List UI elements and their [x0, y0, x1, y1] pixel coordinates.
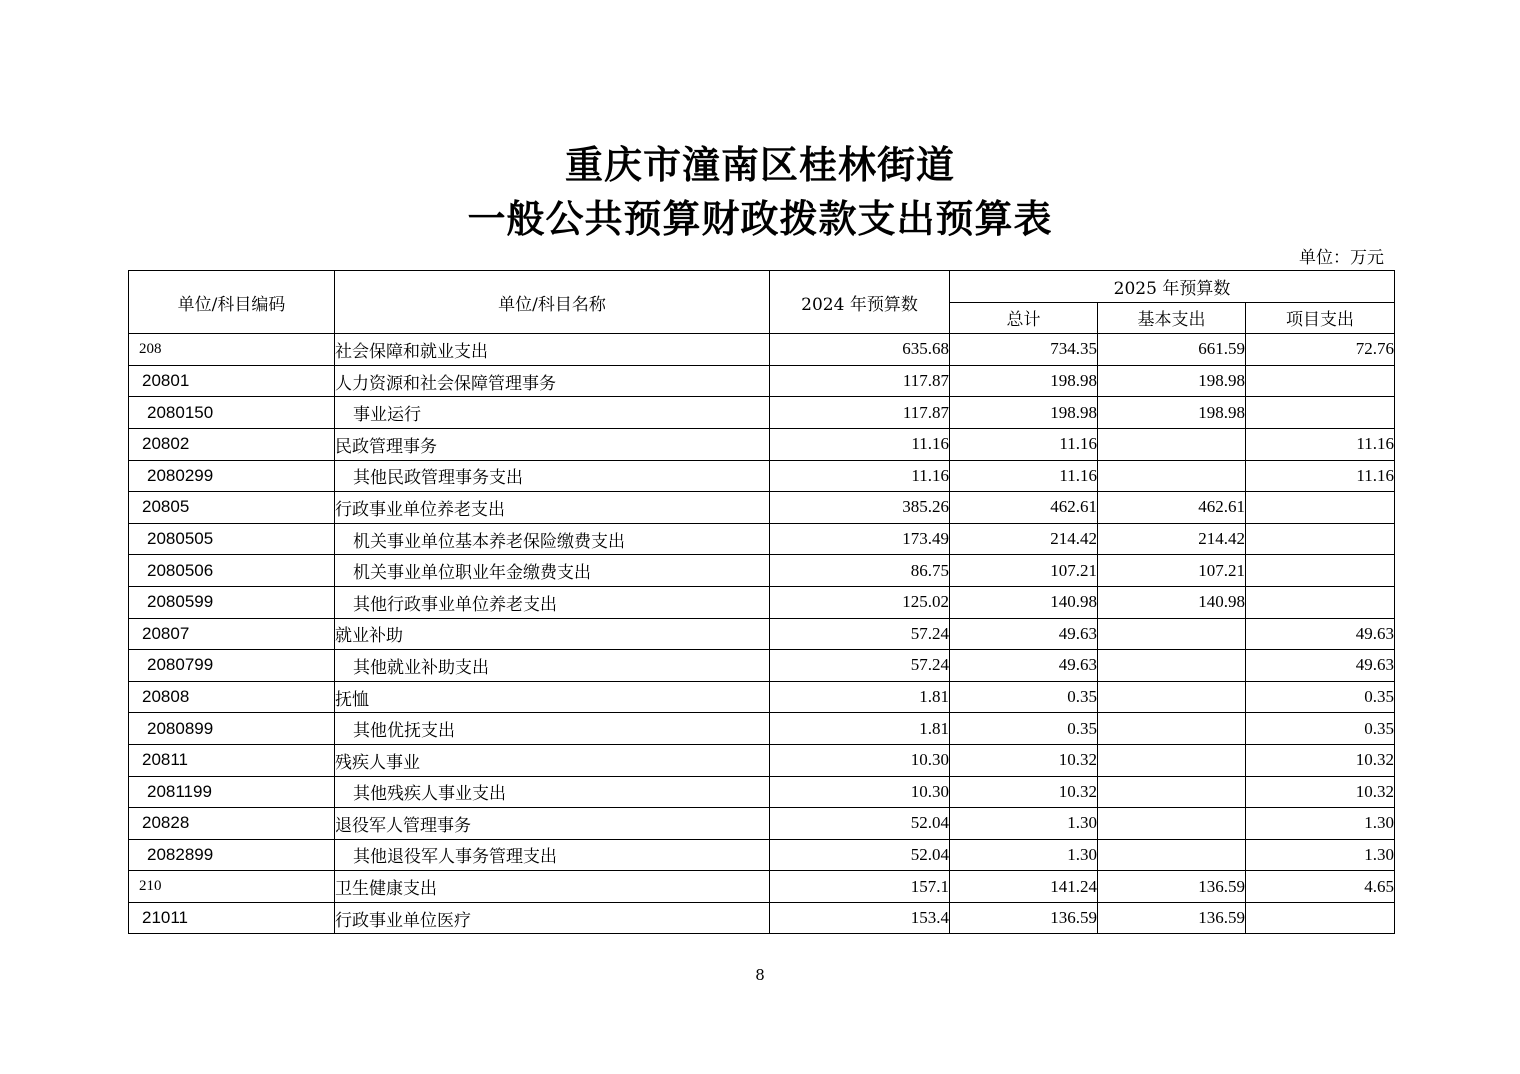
row-total: 140.98 — [950, 586, 1098, 618]
row-code: 2080505 — [129, 523, 335, 555]
table-row — [129, 744, 1395, 776]
row-name: 残疾人事业 — [335, 744, 770, 776]
row-project: 11.16 — [1246, 460, 1395, 492]
row-name: 其他行政事业单位养老支出 — [335, 586, 770, 618]
row-budget-2024: 125.02 — [770, 586, 950, 618]
row-name: 行政事业单位养老支出 — [335, 492, 770, 524]
row-code: 20828 — [129, 808, 335, 840]
row-budget-2024: 11.16 — [770, 428, 950, 460]
row-total: 49.63 — [950, 618, 1098, 650]
header-name: 单位/科目名称 — [335, 271, 770, 334]
row-total: 214.42 — [950, 523, 1098, 555]
row-code: 210 — [129, 871, 335, 903]
row-name: 抚恤 — [335, 681, 770, 713]
title-line-1: 重庆市潼南区桂林街道 — [564, 142, 955, 187]
row-total: 11.16 — [950, 428, 1098, 460]
row-basic — [1098, 839, 1246, 871]
row-project — [1246, 492, 1395, 524]
row-budget-2024: 635.68 — [770, 334, 950, 366]
table-row — [129, 397, 1395, 429]
header-basic: 基本支出 — [1098, 302, 1246, 334]
row-project: 1.30 — [1246, 808, 1395, 840]
row-total: 107.21 — [950, 555, 1098, 587]
row-code: 20808 — [129, 681, 335, 713]
row-name: 人力资源和社会保障管理事务 — [335, 365, 770, 397]
row-basic — [1098, 744, 1246, 776]
row-total: 0.35 — [950, 713, 1098, 745]
row-total: 10.32 — [950, 776, 1098, 808]
row-budget-2024: 57.24 — [770, 618, 950, 650]
row-project: 1.30 — [1246, 839, 1395, 871]
row-name: 就业补助 — [335, 618, 770, 650]
table-row — [129, 428, 1395, 460]
table-row — [129, 871, 1395, 903]
row-project — [1246, 397, 1395, 429]
table-row — [129, 555, 1395, 587]
row-name: 其他优抚支出 — [335, 713, 770, 745]
row-budget-2024: 86.75 — [770, 555, 950, 587]
row-code: 20805 — [129, 492, 335, 524]
row-total: 49.63 — [950, 650, 1098, 682]
title-line-2: 一般公共预算财政拨款支出预算表 — [467, 196, 1053, 241]
row-name: 其他民政管理事务支出 — [335, 460, 770, 492]
row-project: 11.16 — [1246, 428, 1395, 460]
row-budget-2024: 173.49 — [770, 523, 950, 555]
row-budget-2024: 1.81 — [770, 681, 950, 713]
row-total: 734.35 — [950, 334, 1098, 366]
row-project: 49.63 — [1246, 650, 1395, 682]
row-total: 0.35 — [950, 681, 1098, 713]
row-basic — [1098, 428, 1246, 460]
row-code: 2080599 — [129, 586, 335, 618]
row-budget-2024: 117.87 — [770, 365, 950, 397]
table-row — [129, 808, 1395, 840]
row-basic — [1098, 681, 1246, 713]
row-budget-2024: 1.81 — [770, 713, 950, 745]
table-row — [129, 365, 1395, 397]
page-number: 8 — [755, 966, 765, 984]
table-body — [129, 334, 1395, 934]
row-total: 462.61 — [950, 492, 1098, 524]
row-name: 退役军人管理事务 — [335, 808, 770, 840]
row-total: 198.98 — [950, 397, 1098, 429]
row-budget-2024: 10.30 — [770, 776, 950, 808]
row-code: 2080899 — [129, 713, 335, 745]
row-project: 4.65 — [1246, 871, 1395, 903]
row-code: 2080150 — [129, 397, 335, 429]
table-row — [129, 586, 1395, 618]
row-basic: 462.61 — [1098, 492, 1246, 524]
row-code: 20807 — [129, 618, 335, 650]
table-row — [129, 681, 1395, 713]
table-row — [129, 713, 1395, 745]
row-basic: 136.59 — [1098, 871, 1246, 903]
row-code: 20801 — [129, 365, 335, 397]
row-basic: 140.98 — [1098, 586, 1246, 618]
row-total: 141.24 — [950, 871, 1098, 903]
row-project: 49.63 — [1246, 618, 1395, 650]
row-name: 行政事业单位医疗 — [335, 902, 770, 934]
row-project: 72.76 — [1246, 334, 1395, 366]
row-code: 20802 — [129, 428, 335, 460]
row-basic: 198.98 — [1098, 397, 1246, 429]
row-budget-2024: 117.87 — [770, 397, 950, 429]
row-code: 2080299 — [129, 460, 335, 492]
table-row — [129, 650, 1395, 682]
row-budget-2024: 52.04 — [770, 808, 950, 840]
row-budget-2024: 153.4 — [770, 902, 950, 934]
unit-label: 单位：万元 — [1299, 248, 1384, 268]
row-budget-2024: 385.26 — [770, 492, 950, 524]
table-row — [129, 492, 1395, 524]
row-project — [1246, 555, 1395, 587]
row-basic — [1098, 808, 1246, 840]
row-project — [1246, 523, 1395, 555]
row-code: 2080506 — [129, 555, 335, 587]
row-basic — [1098, 618, 1246, 650]
row-name: 其他退役军人事务管理支出 — [335, 839, 770, 871]
header-project: 项目支出 — [1246, 302, 1395, 334]
row-project — [1246, 365, 1395, 397]
table-row — [129, 902, 1395, 934]
table-row — [129, 839, 1395, 871]
table-row — [129, 460, 1395, 492]
header-budget-2024: 2024 年预算数 — [770, 271, 950, 334]
row-name: 事业运行 — [335, 397, 770, 429]
row-project — [1246, 902, 1395, 934]
row-budget-2024: 10.30 — [770, 744, 950, 776]
row-name: 其他就业补助支出 — [335, 650, 770, 682]
row-budget-2024: 57.24 — [770, 650, 950, 682]
row-total: 10.32 — [950, 744, 1098, 776]
table-row — [129, 618, 1395, 650]
row-name: 其他残疾人事业支出 — [335, 776, 770, 808]
row-name: 社会保障和就业支出 — [335, 334, 770, 366]
row-basic: 198.98 — [1098, 365, 1246, 397]
budget-table — [128, 270, 1395, 934]
header-total: 总计 — [950, 302, 1098, 334]
row-budget-2024: 52.04 — [770, 839, 950, 871]
document-title — [0, 138, 1520, 246]
row-basic — [1098, 713, 1246, 745]
row-project — [1246, 586, 1395, 618]
row-name: 机关事业单位基本养老保险缴费支出 — [335, 523, 770, 555]
row-code: 20811 — [129, 744, 335, 776]
row-basic: 214.42 — [1098, 523, 1246, 555]
header-budget-2025: 2025 年预算数 — [950, 271, 1395, 303]
row-budget-2024: 157.1 — [770, 871, 950, 903]
row-code: 2082899 — [129, 839, 335, 871]
row-name: 卫生健康支出 — [335, 871, 770, 903]
row-basic — [1098, 650, 1246, 682]
table-row — [129, 523, 1395, 555]
row-total: 1.30 — [950, 808, 1098, 840]
row-basic: 136.59 — [1098, 902, 1246, 934]
row-total: 11.16 — [950, 460, 1098, 492]
row-code: 21011 — [129, 902, 335, 934]
row-project: 0.35 — [1246, 681, 1395, 713]
header-code: 单位/科目编码 — [129, 271, 335, 334]
row-basic: 661.59 — [1098, 334, 1246, 366]
row-basic — [1098, 776, 1246, 808]
table-row — [129, 334, 1395, 366]
row-code: 2080799 — [129, 650, 335, 682]
row-project: 0.35 — [1246, 713, 1395, 745]
row-code: 2081199 — [129, 776, 335, 808]
row-total: 1.30 — [950, 839, 1098, 871]
row-budget-2024: 11.16 — [770, 460, 950, 492]
row-name: 机关事业单位职业年金缴费支出 — [335, 555, 770, 587]
table-row — [129, 776, 1395, 808]
row-code: 208 — [129, 334, 335, 366]
row-project: 10.32 — [1246, 744, 1395, 776]
row-basic: 107.21 — [1098, 555, 1246, 587]
row-project: 10.32 — [1246, 776, 1395, 808]
row-total: 198.98 — [950, 365, 1098, 397]
row-basic — [1098, 460, 1246, 492]
row-total: 136.59 — [950, 902, 1098, 934]
row-name: 民政管理事务 — [335, 428, 770, 460]
